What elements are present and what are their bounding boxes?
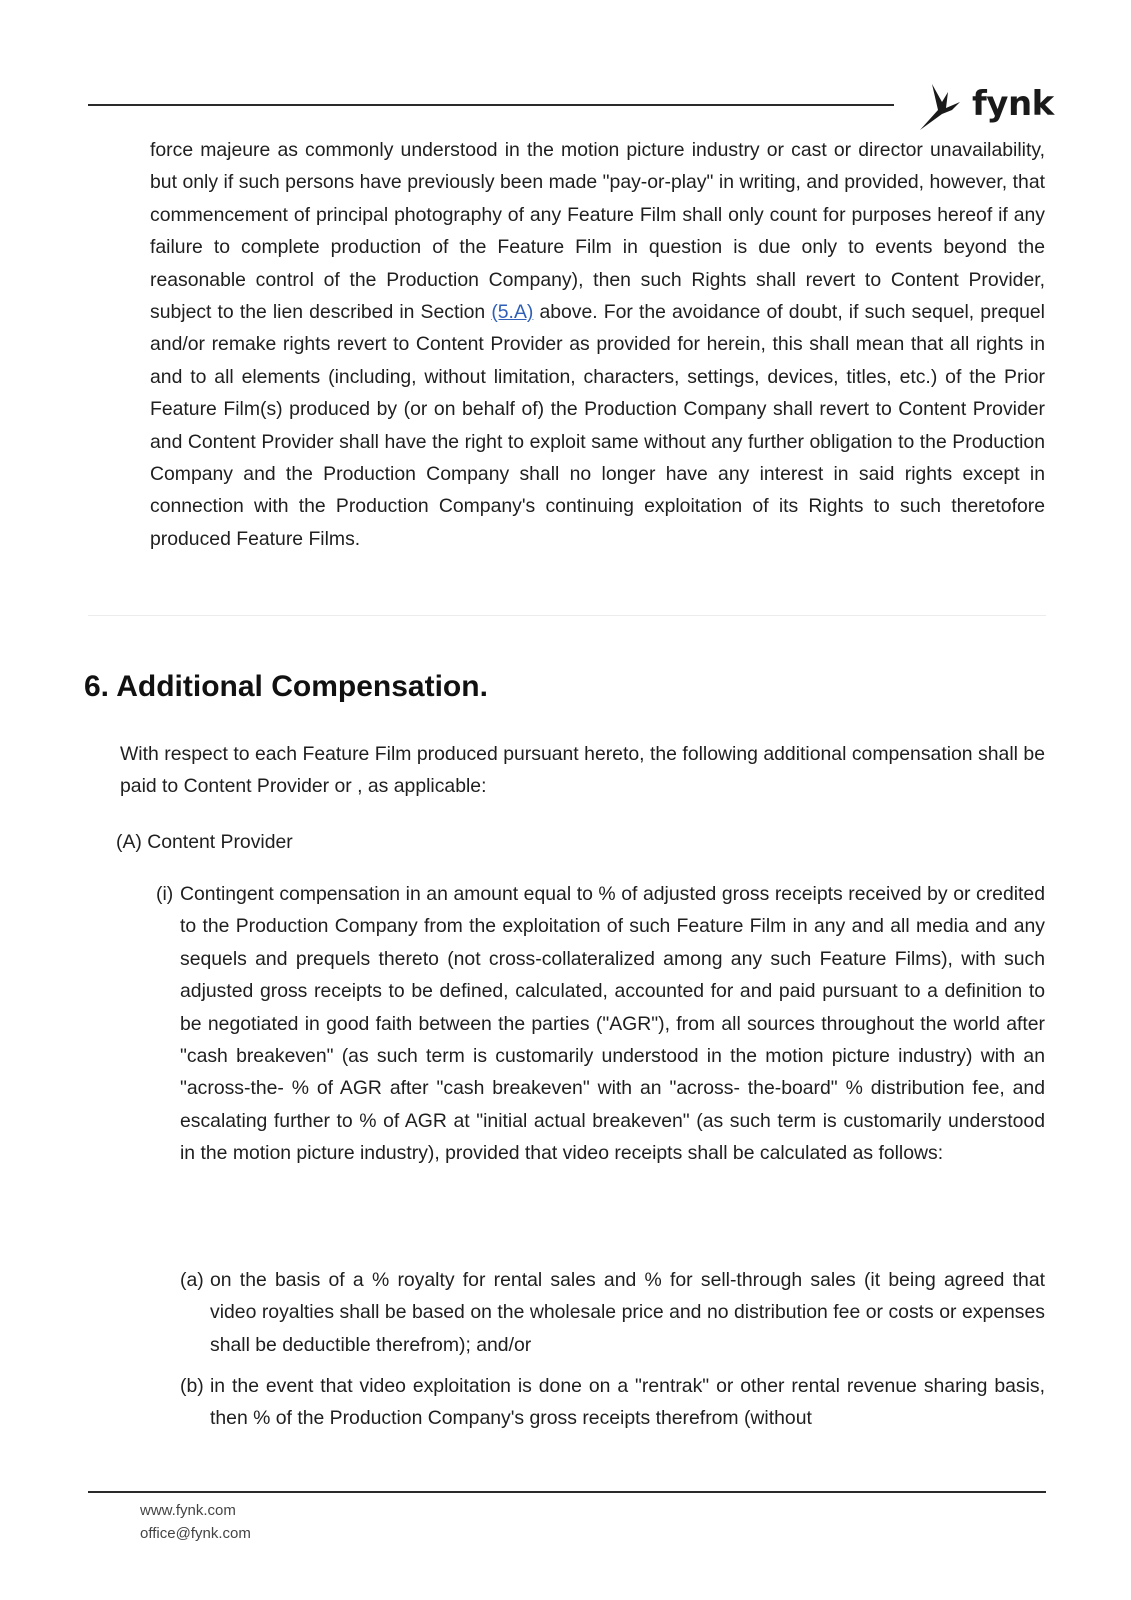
continuation-text-part1: force majeure as commonly understood in the motion picture industry or cast or director unavailability, but only if such persons have previously been made "pay-or-play" in writing, and provided, however, that commencement of principal photography of any Feature Film shall only count for purposes hereof if any failure to complete production of the Feature Film in question is due only to events beyond the reasonable control of the Production Company), then such Rights shall revert to Content Provider, subject to the lien described in Section: [150, 139, 1045, 324]
item-a-marker: (a): [180, 1269, 204, 1291]
item-b-marker: (b): [180, 1375, 204, 1397]
section-6-intro: With respect to each Feature Film produced pursuant hereto, the following additional compensation shall be paid to Content Provider or , as applicable:: [120, 743, 1045, 798]
section-5a-link[interactable]: (5.A): [491, 301, 534, 324]
continuation-text-part2: above. For the avoidance of doubt, if such sequel, prequel and/or remake rights revert to Content Provider as provided for herein, this shall mean that all rights in and to all elements (including, without limitation, characters, settings, devices, titles, etc.) of the Prior Feature Film(s) produced by (or on behalf of) the Production Company shall revert to Content Provider and Content Provider shall have the right to exploit same without any further obligation to the Production Company and the Production Company shall no longer have any interest in said rights except in connection with the Production Company's continuing exploitation of its Rights to such theretofore produced Feature Films.: [150, 301, 1045, 550]
footer-website[interactable]: www.fynk.com: [140, 1502, 236, 1519]
item-b-text: in the event that video exploitation is done on a "rentrak" or other rental revenue sharing basis, then % of the Production Company's gross receipts therefrom (without: [210, 1375, 1045, 1430]
subsection-a-label: (A) Content Provider: [116, 831, 293, 853]
footer-email[interactable]: office@fynk.com: [140, 1525, 251, 1542]
section-6-heading: 6. Additional Compensation.: [84, 670, 488, 703]
item-i-marker: (i): [156, 883, 174, 905]
header-divider: [88, 104, 894, 106]
section-5-continuation: [150, 134, 1045, 555]
logo-text: fynk: [972, 84, 1054, 124]
item-a-text: on the basis of a % royalty for rental sales and % for sell-through sales (it being agreed that video royalties shall be based on the wholesale price and no distribution fee or costs or expenses shall be deductible therefrom); and/or: [210, 1269, 1045, 1356]
section-divider: [88, 615, 1046, 616]
item-i-text: Contingent compensation in an amount equal to % of adjusted gross receipts received by or credited to the Production Company from the exploitation of such Feature Film in any and all media and any sequels and prequels thereto (not cross-collateralized among any such Feature Films), with such adjusted gross receipts to be defined, calculated, accounted for and paid pursuant to a definition to be negotiated in good faith between the parties ("AGR"), from all sources throughout the world after "cash breakeven" (as such term is customarily understood in the motion picture industry) with an "across-the- % of AGR after "cash breakeven" with an "across- the-board" % distribution fee, and escalating further to % of AGR at "initial actual breakeven" (as such term is customarily understood in the motion picture industry), provided that video receipts shall be calculated as follows:: [180, 883, 1045, 1165]
fynk-logo: [918, 80, 1058, 134]
footer-divider: [88, 1491, 1046, 1493]
fynk-bird-icon: [918, 80, 970, 134]
